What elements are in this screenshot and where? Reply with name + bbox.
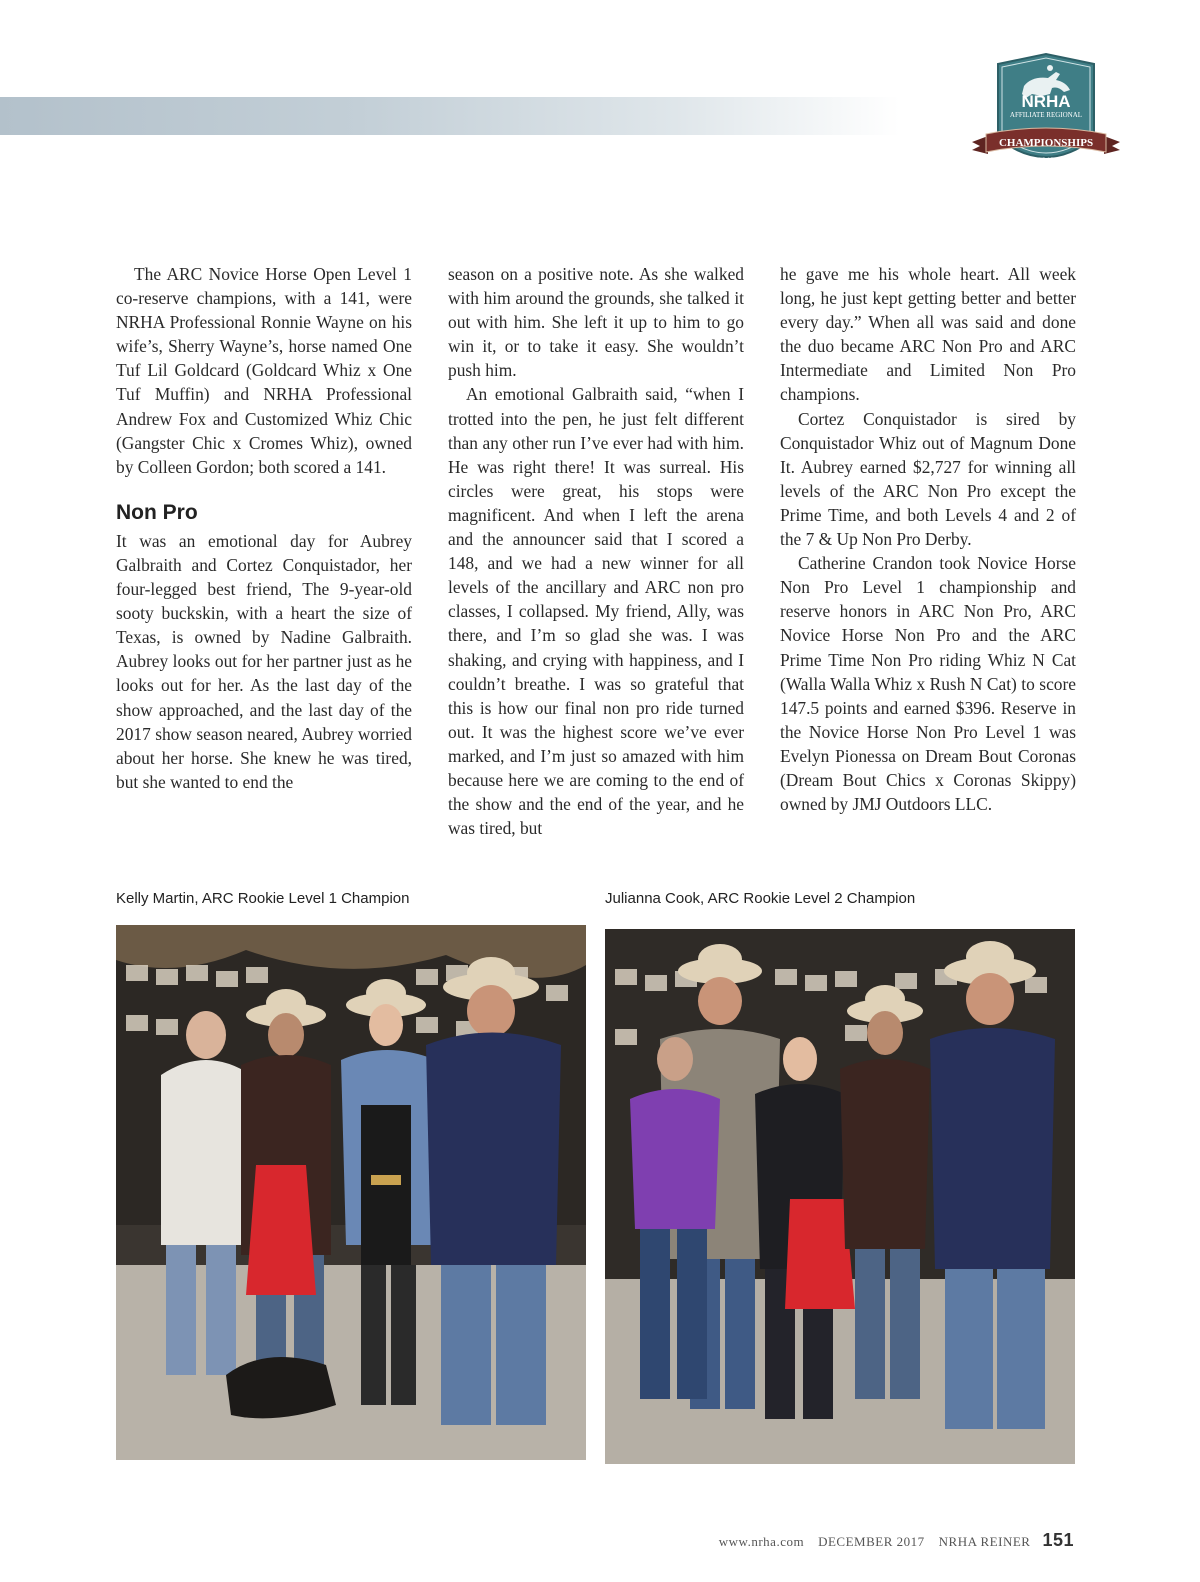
section-heading-non-pro: Non Pro [116,500,198,524]
article-column-3 [780,262,1076,816]
paragraph: The ARC Novice Horse Open Level 1 co-reserve champions, with a 141, were NRHA Professional Ronnie Wayne on his wife’s, Sherry Wayne’s, horse named One Tuf Lil Goldcard (Goldcard Whiz x One Tuf Muffin) and NRHA Professional Andrew Fox and Customized Whiz Chic (Gangster Chic x Cromes Whiz), owned by Colleen Gordon; both scored a 141. [116,264,412,477]
paragraph: season on a positive note. As she walked with him around the grounds, she talked it out with him. She left it up to him to go win it, or to take it easy. She wouldn’t push him. [448,264,744,381]
logo-title: NRHA [1021,92,1071,111]
paragraph: An emotional Galbraith said, “when I trotted into the pen, he just felt different than any other run I’ve ever had with him. He was right there! It was surreal. His circles were great, his stops were magnificent. And when I left the arena and the announcer said that I scored a 148, and we had a new winner for all levels of the ancillary and ARC non pro classes, I collapsed. My friend, Ally, was there, and I’m so glad she was. I was shaking, and crying with happiness, and I couldn’t breathe. I was so grateful that this is how our final non pro ride turned out. It was the highest score we’ve ever marked, and I’m just so amazed with him because here we are coming to the end of the show and the end of the year, and he was tired, but [448,384,744,839]
footer-url: www.nrha.com [718,1534,805,1549]
article-column-2 [448,262,744,840]
paragraph: It was an emotional day for Aubrey Galbraith and Cortez Conquistador, her four-legged best friend, The 9-year-old sooty buckskin, with a heart the size of Texas, is owned by Nadine Galbraith. Aubrey looks out for her partner just as he looks out for her. As the last day of the show approached, and the last day of the 2017 show season neared, Aubrey worried about her horse. She knew he was tired, but she wanted to end the [116,530,412,792]
page-number: 151 [1042,1530,1074,1550]
logo-subtitle: AFFILIATE REGIONAL [1009,111,1083,119]
page-footer [705,1530,1074,1551]
footer-magazine: NRHA REINER [938,1534,1031,1549]
photo-rookie-level-1 [116,925,586,1460]
footer-issue: DECEMBER 2017 [818,1534,925,1549]
logo-banner: CHAMPIONSHIPS [998,137,1094,149]
paragraph: he gave me his whole heart. All week long, he just kept getting better and better every day.” When all was said and done the duo became ARC Non Pro and ARC Intermediate and Limited Non Pro champions. [780,264,1076,405]
photo-caption-2: Julianna Cook, ARC Rookie Level 2 Champion [605,890,916,907]
logo-year: 2017 [1037,156,1055,166]
photo-caption-1: Kelly Martin, ARC Rookie Level 1 Champion [116,890,410,907]
nrha-championships-logo [966,50,1126,180]
paragraph: Cortez Conquistador is sired by Conquistador Whiz out of Magnum Done It. Aubrey earned $2,727 for winning all levels of the ARC Non Pro except the Prime Time, and both Levels 4 and 2 of the 7 & Up Non Pro Derby. [780,408,1076,550]
photo-rookie-level-2 [605,929,1075,1464]
paragraph: Catherine Crandon took Novice Horse Non Pro Level 1 championship and reserve honors in ARC Non Pro, ARC Novice Horse Non Pro and the ARC Prime Time Non Pro riding Whiz N Cat (Walla Walla Whiz x Rush N Cat) to score 147.5 points and earned $396. Reserve in the Novice Horse Non Pro Level 1 was Evelyn Pionessa on Dream Bout Coronas (Dream Bout Chics x Coronas Skippy) owned by JMJ Outdoors LLC. [780,553,1076,815]
header-band [0,97,900,135]
article-column-1 [116,262,412,794]
